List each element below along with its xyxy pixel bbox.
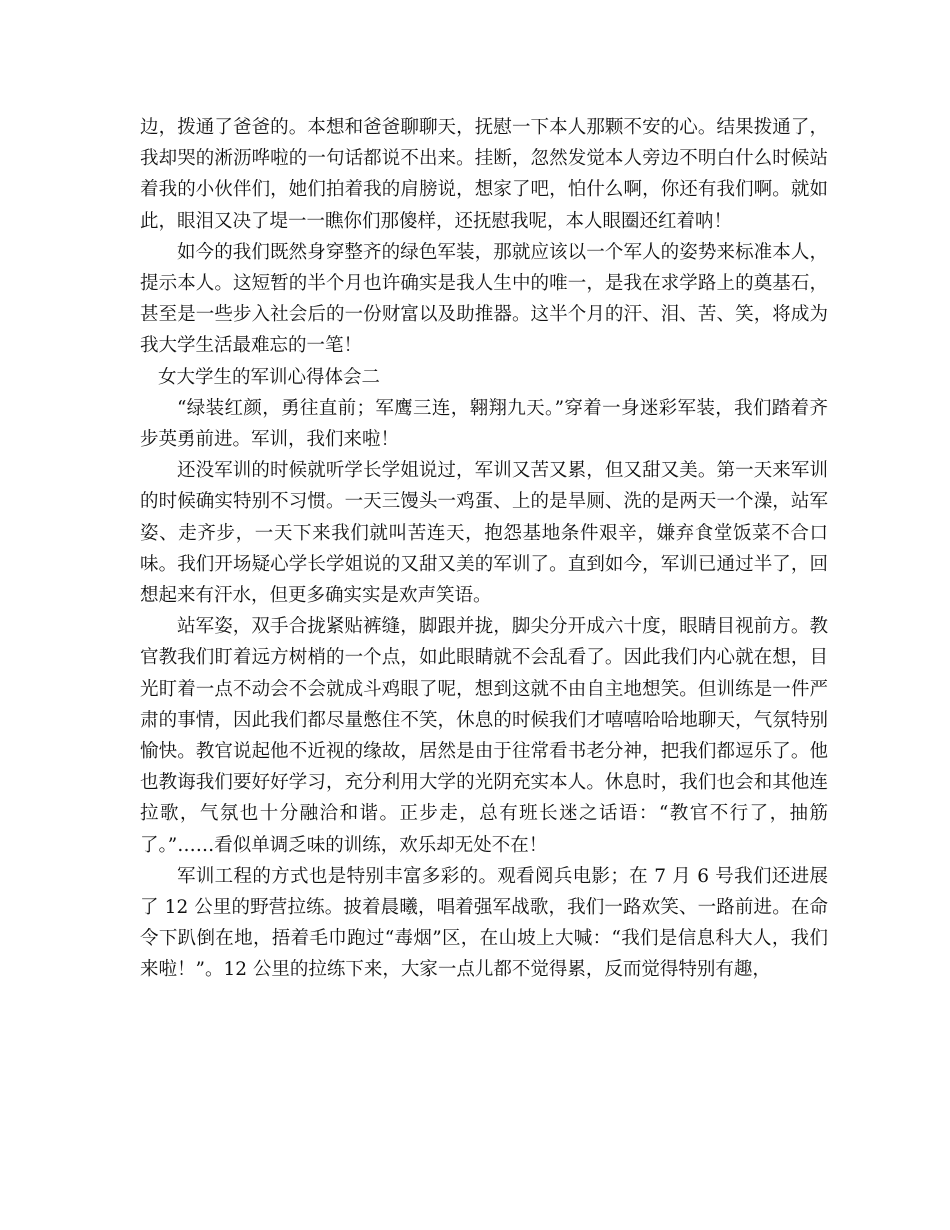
paragraph: 军训工程的方式也是特别丰富多彩的。观看阅兵电影；在 7 月 6 号我们还进展了 12 公里的野营拉练。披着晨曦，唱着强军战歌，我们一路欢笑、一路前进。在命令下趴倒在地，捂着毛巾跑过“毒烟”区，在山坡上大喊：“我们是信息科大人，我们来啦！”。12 公里的拉练下来，大家一点儿都不觉得累，反而觉得特别有趣， — [140, 865, 828, 981]
paragraph: “绿装红颜，勇往直前；军鹰三连，翱翔九天。”穿着一身迷彩军装，我们踏着齐步英勇前进。军训，我们来啦！ — [140, 397, 828, 451]
paragraph: 站军姿，双手合拢紧贴裤缝，脚跟并拢，脚尖分开成六十度，眼睛目视前方。教官教我们盯着远方树梢的一个点，如此眼睛就不会乱看了。因此我们内心就在想，目光盯着一点不动会不会就成斗鸡眼了呢，想到这就不由自主地想笑。但训练是一件严肃的事情，因此我们都尽量憋住不笑，休息的时候我们才嘻嘻哈哈地聊天，气氛特别愉快。教官说起他不近视的缘故，居然是由于往常看书老分神，把我们都逗乐了。他也教诲我们要好好学习，充分利用大学的光阴充实本人。休息时，我们也会和其他连拉歌，气氛也十分融洽和谐。正步走，总有班长迷之话语：“教官不行了，抽筋了。”……看似单调乏味的训练，欢乐却无处不在！ — [140, 616, 828, 856]
paragraph-continuation: 边，拨通了爸爸的。本想和爸爸聊聊天，抚慰一下本人那颗不安的心。结果拨通了，我却哭的淅沥哗啦的一句话都说不出来。挂断，忽然发觉本人旁边不明白什么时候站着我的小伙伴们，她们拍着我的肩膀说，想家了吧，怕什么啊，你还有我们啊。就如此，眼泪又决了堤一一瞧你们那傻样，还抚慰我呢，本人眼圈还红着呐！ — [140, 117, 828, 232]
paragraph: 还没军训的时候就听学长学姐说过，军训又苦又累，但又甜又美。第一天来军训的时候确实特别不习惯。一天三馒头一鸡蛋、上的是旱厕、洗的是两天一个澡，站军姿、走齐步，一天下来我们就叫苦连天，抱怨基地条件艰辛，嫌弃食堂饭菜不合口味。我们开场疑心学长学姐说的又甜又美的军训了。直到如今，军训已通过半了，回想起来有汗水，但更多确实实是欢声笑语。 — [140, 460, 828, 607]
section-subtitle: 女大学生的军训心得体会二 — [158, 366, 381, 388]
document-body — [140, 112, 828, 986]
paragraph: 如今的我们既然身穿整齐的绿色军装，那就应该以一个军人的姿势来标准本人，提示本人。这短暂的半个月也许确实是我人生中的唯一，是我在求学路上的奠基石，甚至是一些步入社会后的一份财富以及助推器。这半个月的汗、泪、苦、笑，将成为我大学生活最难忘的一笔！ — [140, 241, 828, 357]
